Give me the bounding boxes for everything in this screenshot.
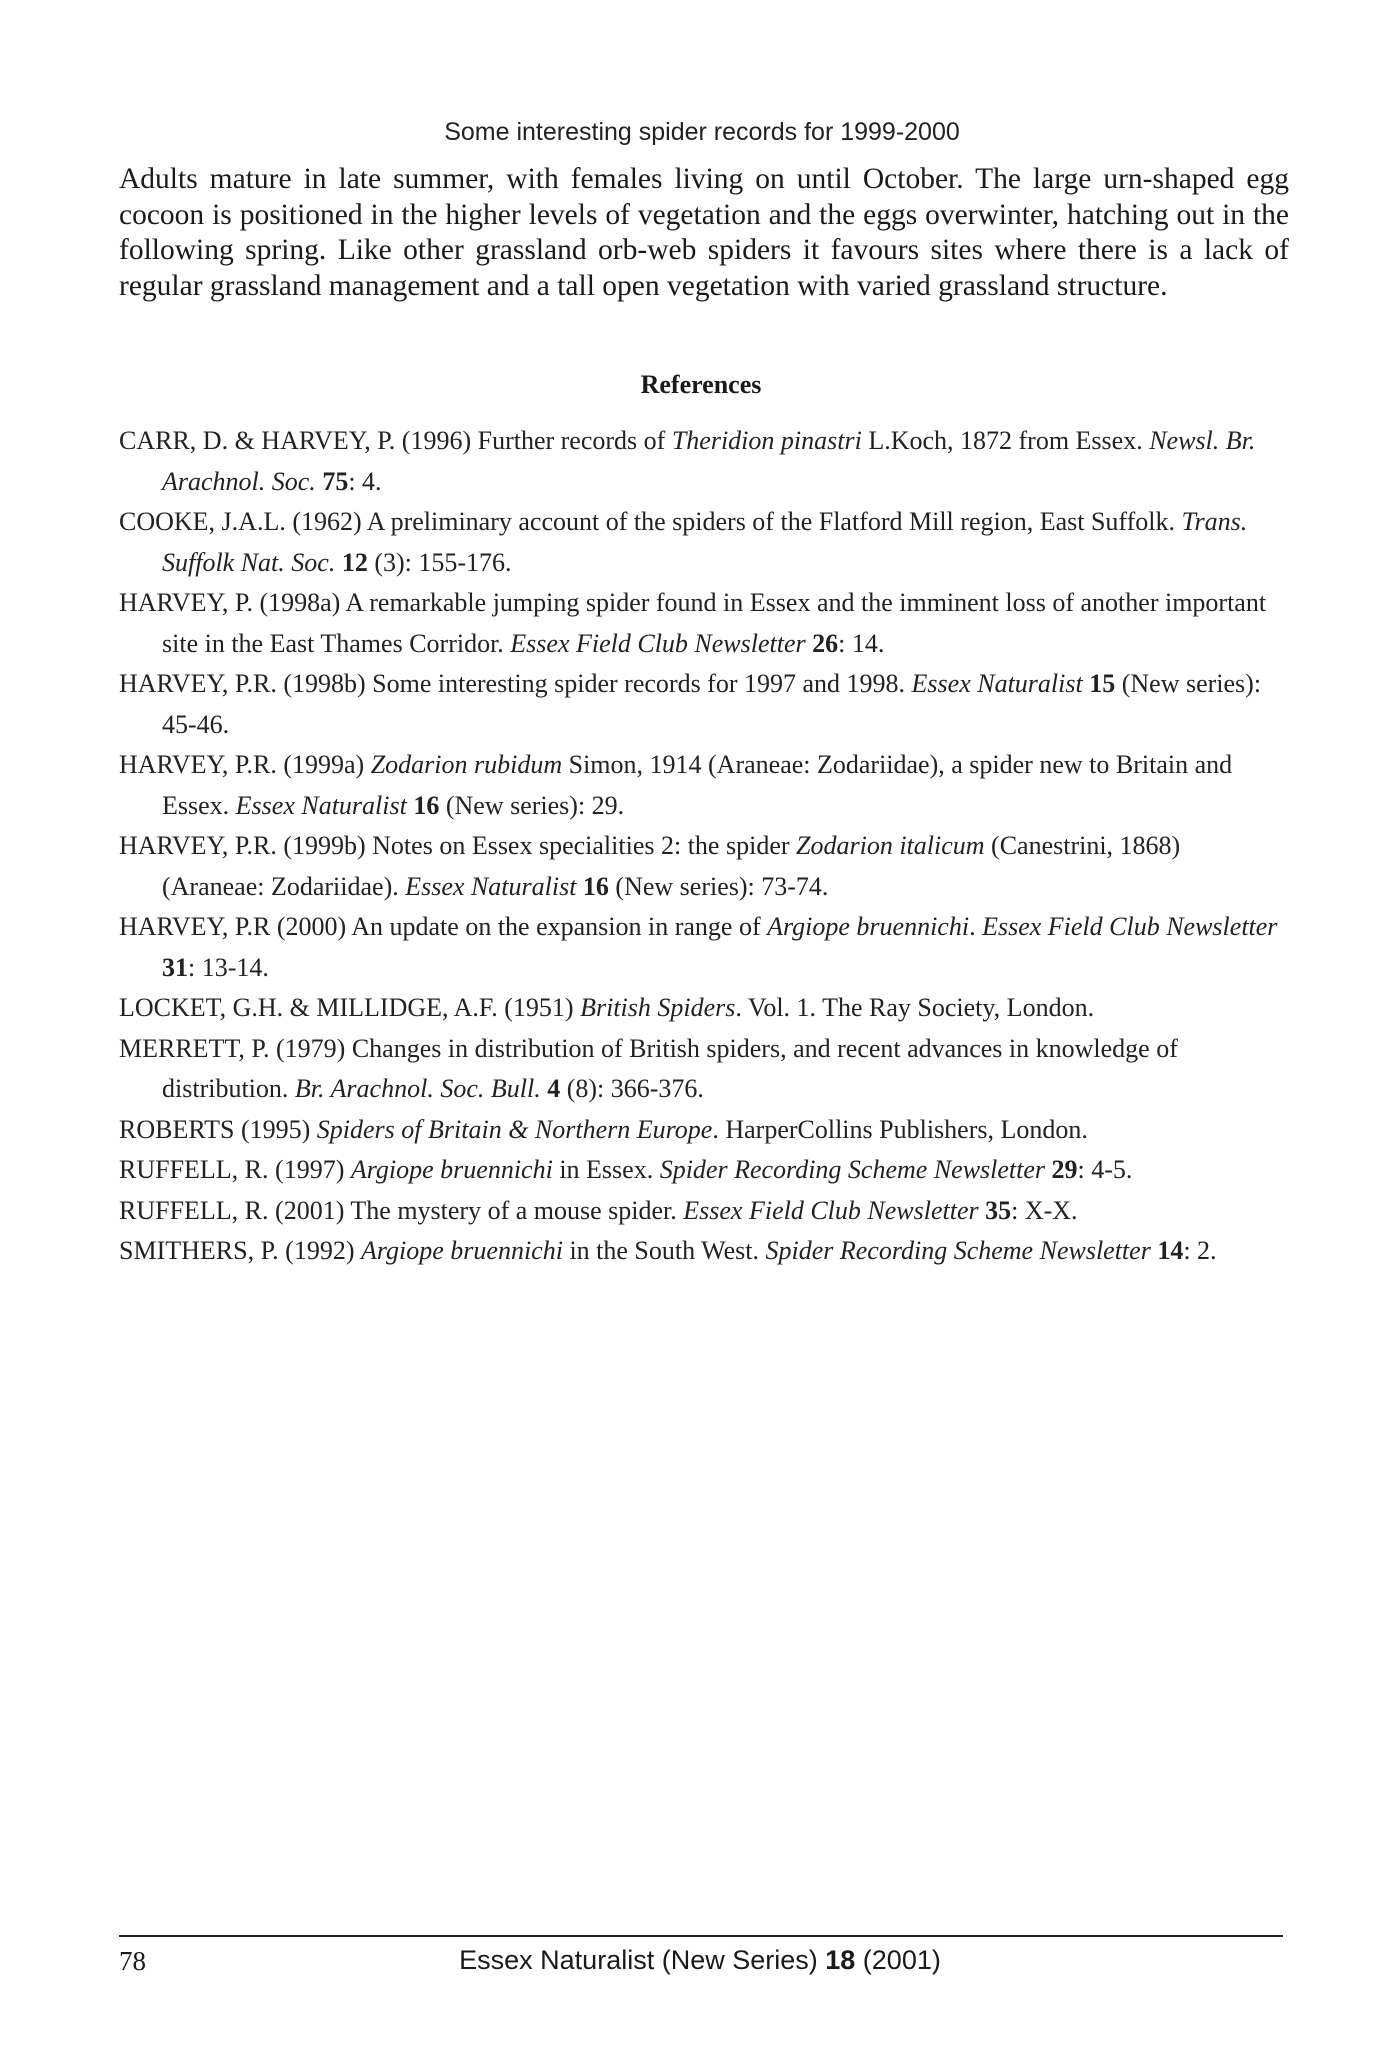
reference-pages: : 13-14. (188, 952, 269, 982)
reference-item (119, 1150, 1289, 1191)
reference-species: Argiope bruennichi (360, 1236, 563, 1265)
reference-year: (2001) (275, 1195, 345, 1225)
reference-volume: 4 (547, 1074, 561, 1103)
reference-pages: (New series): 29. (439, 790, 625, 820)
reference-volume: 15 (1089, 669, 1116, 698)
reference-year: (1951) (504, 993, 574, 1022)
footer-volume: 18 (825, 1945, 856, 1975)
reference-text: A remarkable jumping spider found in Essex and the imminent loss of another important site in the East Thames Corridor. (162, 588, 1267, 658)
reference-item (119, 1110, 1289, 1151)
reference-item (119, 664, 1289, 745)
reference-text: in the South West. (562, 1236, 766, 1265)
reference-volume: 26 (812, 628, 839, 658)
reference-item (119, 907, 1289, 988)
reference-author: ROBERTS (119, 1114, 235, 1144)
reference-journal: Br. Arachnol. Soc. Bull. (294, 1074, 541, 1103)
reference-item (119, 988, 1289, 1029)
reference-pages: (New series): 45-46. (162, 669, 1262, 739)
reference-item (119, 1231, 1289, 1272)
reference-year: (2000) (276, 912, 347, 941)
reference-journal: Spider Recording Scheme Newsletter (659, 1155, 1046, 1184)
reference-author: SMITHERS, P. (119, 1236, 279, 1265)
reference-journal: Trans. Suffolk Nat. Soc. (162, 507, 1248, 577)
reference-author: LOCKET, G.H. & MILLIDGE, A.F. (119, 993, 498, 1022)
reference-journal: Essex Naturalist (235, 790, 407, 820)
reference-pages: . HarperCollins Publishers, London. (712, 1114, 1088, 1144)
footer-rule (119, 1935, 1283, 1937)
reference-journal: Newsl. Br. Arachnol. Soc. (162, 426, 1256, 496)
reference-item (119, 1191, 1289, 1232)
reference-text: Simon, 1914 (Araneae: Zodariidae), a spider new to Britain and Essex. (162, 750, 1233, 820)
reference-item (119, 826, 1289, 907)
references-heading: References (640, 370, 762, 399)
reference-pages: : 4-5. (1077, 1155, 1133, 1184)
reference-journal: Spiders of Britain & Northern Europe (316, 1114, 713, 1144)
reference-author: COOKE, J.A.L. (119, 507, 286, 536)
reference-year: (1998b) (283, 669, 366, 698)
reference-species: Argiope bruennichi (767, 912, 970, 941)
reference-pages: : 14. (838, 628, 885, 658)
reference-text: A preliminary account of the spiders of the Flatford Mill region, East Suffolk. (366, 507, 1182, 536)
reference-pages: (New series): 73-74. (608, 871, 829, 901)
reference-pages: : 2. (1183, 1236, 1217, 1265)
reference-author: HARVEY, P.R (119, 912, 271, 941)
reference-journal: Essex Field Club Newsletter (982, 912, 1278, 941)
reference-text: . (969, 912, 983, 941)
reference-year: (1999a) (283, 750, 365, 779)
reference-year: (1992) (285, 1236, 355, 1265)
reference-year: (1979) (275, 1033, 346, 1063)
reference-year: (1996) (401, 426, 472, 455)
body-paragraph: Adults mature in late summer, with females living on until October. The large urn-shaped egg cocoon is positioned in the higher levels of vegetation and the eggs overwinter, hatching out in the following spring. Like other grassland orb-web spiders it favours sites where there is a lack of regular grassland management and a tall open vegetation with varied grassland structure. (119, 163, 1289, 302)
reference-author: RUFFELL, R. (119, 1155, 269, 1184)
reference-volume: 29 (1051, 1155, 1078, 1184)
reference-list (119, 421, 1289, 1272)
reference-volume: 31 (162, 952, 188, 982)
reference-author: CARR, D. & HARVEY, P. (119, 426, 396, 455)
reference-text: Some interesting spider records for 1997 and 1998. (372, 669, 912, 698)
reference-species: Theridion pinastri (671, 426, 862, 455)
reference-text: L.Koch, 1872 from Essex. (861, 426, 1150, 455)
reference-item (119, 583, 1289, 664)
reference-text: Notes on Essex specialities 2: the spider (372, 831, 797, 860)
footer-year: (2001) (855, 1945, 941, 1975)
reference-year: (1999b) (283, 831, 366, 860)
reference-year: (1997) (275, 1155, 345, 1184)
reference-pages: : 4. (348, 466, 382, 496)
reference-item (119, 502, 1289, 583)
reference-volume: 14 (1157, 1236, 1184, 1265)
reference-species: Zodarion italicum (796, 831, 985, 860)
reference-text: The mystery of a mouse spider. (350, 1195, 684, 1225)
reference-volume: 16 (582, 871, 609, 901)
reference-author: HARVEY, P.R. (119, 750, 277, 779)
reference-author: HARVEY, P.R. (119, 669, 277, 698)
reference-journal: Essex Naturalist (911, 669, 1083, 698)
reference-text: An update on the expansion in range of (351, 912, 768, 941)
reference-species: Zodarion rubidum (370, 750, 563, 779)
reference-species: Argiope bruennichi (350, 1155, 553, 1184)
reference-author: MERRETT, P. (119, 1033, 270, 1063)
reference-pages: : X-X. (1011, 1195, 1078, 1225)
reference-journal: Spider Recording Scheme Newsletter (765, 1236, 1151, 1265)
reference-pages: (3): 155-176. (367, 547, 512, 577)
reference-volume: 75 (322, 466, 349, 496)
reference-volume: 16 (413, 790, 440, 820)
reference-author: HARVEY, P. (119, 588, 253, 617)
reference-year: (1962) (292, 507, 362, 536)
reference-journal: Essex Field Club Newsletter (510, 628, 806, 658)
reference-pages: (8): 366-376. (560, 1074, 704, 1103)
reference-journal: Essex Naturalist (405, 871, 577, 901)
reference-pages: . Vol. 1. The Ray Society, London. (735, 993, 1095, 1022)
footer-journal-name: Essex Naturalist (New Series) (459, 1945, 826, 1975)
reference-journal: Essex Field Club Newsletter (683, 1195, 979, 1225)
reference-text: Further records of (477, 426, 672, 455)
reference-text: in Essex. (552, 1155, 660, 1184)
reference-item (119, 745, 1289, 826)
reference-year: (1995) (240, 1114, 311, 1144)
reference-volume: 12 (341, 547, 368, 577)
reference-volume: 35 (985, 1195, 1012, 1225)
reference-item (119, 1029, 1289, 1110)
reference-year: (1998a) (259, 588, 341, 617)
reference-item (119, 421, 1289, 502)
reference-author: HARVEY, P.R. (119, 831, 277, 860)
footer-journal-title (0, 1945, 1400, 1976)
reference-text: Changes in distribution of British spiders, and recent advances in knowledge of distribution. (162, 1033, 1178, 1103)
reference-journal: British Spiders (580, 993, 736, 1022)
page-number: 78 (119, 1946, 146, 1976)
reference-text: (Canestrini, 1868) (Araneae: Zodariidae). (162, 831, 1181, 901)
reference-author: RUFFELL, R. (119, 1195, 269, 1225)
running-title: Some interesting spider records for 1999-2000 (444, 118, 960, 146)
